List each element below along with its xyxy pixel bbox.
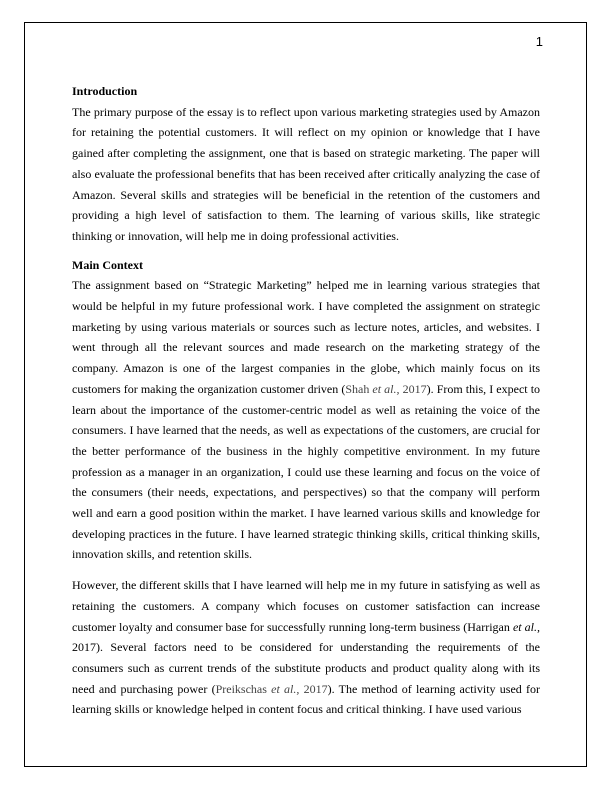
main-context-section — [72, 255, 540, 720]
paragraph-text: The assignment based on “Strategic Marketing” helped me in learning various strategies that would be helpful in my future professional work. I have completed the assignment on strategic marketing by using various materials or sources such as lecture notes, articles, and websites. I went through all the relevant sources and made research on the marketing strategy of the company. Amazon is one of the largest companies in the globe, which mainly focus on its customers for making the organization customer driven ( — [72, 278, 540, 396]
introduction-section — [72, 81, 540, 247]
paragraph-text: 2017). Several factors need to be considered for understanding the requirements of the consumers such as current trends of the substitute products and product quality along with its need and purchasing power ( — [72, 640, 540, 696]
introduction-heading: Introduction — [72, 84, 138, 98]
citation-author: Shah — [345, 381, 373, 396]
introduction-paragraph: The primary purpose of the essay is to reflect upon various marketing strategies used by Amazon for retaining the potential customers. It will reflect on my opinion or knowledge that I have gained after completing the assignment, one that is based on strategic marketing. The paper will also evaluate the professional benefits that has been received after critically analyzing the case of Amazon. Several skills and strategies will be beneficial in the retention of the customers and providing a high level of satisfaction to them. The learning of various skills, like strategic thinking or innovation, will help me in doing professional activities. — [72, 104, 540, 243]
citation-etal: et al., — [271, 681, 300, 696]
page-number: 1 — [535, 34, 543, 49]
citation-etal: et al., — [372, 381, 400, 396]
citation-year: 2017 — [399, 381, 427, 396]
main-context-paragraph-1 — [72, 275, 540, 565]
paragraph-text: However, the different skills that I have learned will help me in my future in satisfying as well as retaining the customers. A company which focuses on customer satisfaction can increase customer loyalty and consumer base for successfully running long-term business (Harrigan — [72, 578, 540, 634]
citation-etal: et al., — [512, 619, 540, 634]
main-context-paragraph-2 — [72, 575, 540, 720]
citation-author: Preikschas — [215, 681, 272, 696]
paragraph-text: ). The method of learning activity used for learning skills or knowledge helped in content focus and critical thinking. I have used various — [72, 681, 541, 717]
citation-year: 2017 — [299, 681, 328, 696]
paragraph-text: ). From this, I expect to learn about the importance of the customer-centric model as well as retaining the voice of the consumers. I have learned that the needs, as well as expectations of the customers, are crucial for the better performance of the business in the highly competitive environment. In my future profession as a manager in an organization, I could use these learning and focus on the voice of the consumers (their needs, expectations, and perspectives) so that the company will perform well and earn a good position within the market. I have learned various skills and knowledge for developing practices in the future. I have learned strategic thinking skills, critical thinking skills, innovation skills, and retention skills. — [72, 381, 541, 562]
main-context-heading: Main Context — [72, 257, 143, 272]
document-body — [72, 81, 540, 728]
